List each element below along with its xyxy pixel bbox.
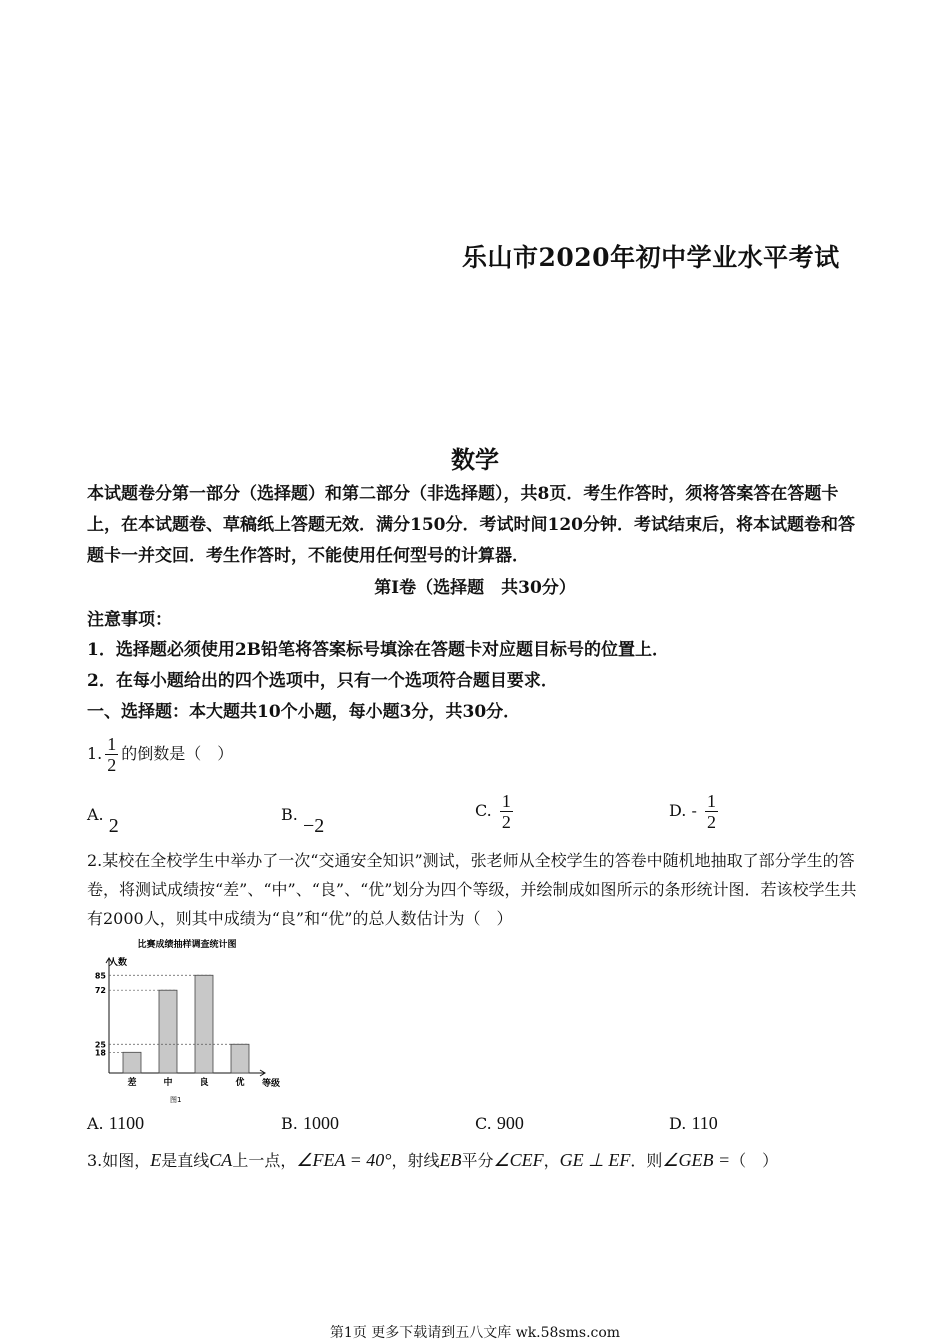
question-1-stem	[87, 734, 867, 775]
q1-option-c: C. $\frac{1}{2}$	[475, 791, 511, 832]
notes-title: 注意事项：	[87, 610, 172, 630]
page-footer: 第1页 更多下载请到五八文库 wk.58sms.com	[329, 1325, 621, 1341]
intro-paragraph: 本试题卷分第一部分（选择题）和第二部分（非选择题），共8页．考生作答时，须将答案答在答题卡上，在本试题卷、草稿纸上答题无效．满分150分．考试时间120分钟．考试结束后，将本试题卷和答题卡一并交回．考生作答时，不能使用任何型号的计算器．	[87, 484, 855, 566]
note-item: 1．选择题必须使用2B铅笔将答案标号填涂在答题卡对应题目标号的位置上．	[87, 640, 670, 660]
q1-option-d: D. - $\frac{1}{2}$	[669, 791, 716, 832]
bar	[159, 990, 177, 1073]
math-angle-cef: ∠CEF	[493, 1150, 544, 1170]
x-tick-label: 优	[235, 1078, 245, 1088]
bar	[231, 1044, 249, 1073]
x-tick-label: 中	[163, 1078, 173, 1088]
chart-title: 比赛成绩抽样调查统计图	[137, 940, 237, 950]
x-tick-label: 良	[199, 1078, 209, 1088]
x-axis-label: 等级	[262, 1079, 281, 1089]
chart-caption: 图1	[170, 1096, 182, 1104]
math-angle-fea: ∠FEA = 40°	[296, 1150, 392, 1170]
math-perpendicular: GE ⊥ EF	[559, 1150, 631, 1170]
bar	[195, 975, 213, 1073]
subject-heading: 数学	[451, 445, 499, 474]
fraction: $\frac{1}{2}$	[107, 734, 117, 775]
y-axis-label: 人数	[109, 958, 128, 968]
math-ca: CA	[209, 1150, 233, 1170]
bar-chart	[87, 936, 297, 1104]
y-tick-label: 18	[94, 1048, 106, 1058]
q1-option-b: B. −2	[281, 805, 325, 837]
question-2-stem: 2.某校在全校学生中举办了一次“交通安全知识”测试，张老师从全校学生的答卷中随机地抽取了部分学生的答卷，将测试成绩按“差”、“中”、“良”、“优”划分为四个等级，并绘制成如图所示的条形统计图．若该校学生共有2000人，则其中成绩为“良”和“优”的总人数估计为（ ）	[87, 851, 857, 928]
question-3-stem: 3.如图，E是直线CA上一点，∠FEA = 40°，射线EB平分∠CEF，GE ⊥ EF．则∠GEB =（ ）	[87, 1150, 779, 1170]
math-e: E	[150, 1150, 162, 1170]
note-item: 2．在每小题给出的四个选项中，只有一个选项符合题目要求．	[87, 671, 558, 691]
q1-option-a: A. 2	[87, 805, 119, 837]
math-angle-geb: ∠GEB =	[662, 1150, 731, 1170]
y-tick-label: 85	[94, 971, 106, 981]
math-eb: EB	[439, 1150, 462, 1170]
q2-option-d: D. 110	[669, 1113, 718, 1133]
q2-option-b: B. 1000	[281, 1113, 339, 1133]
part-heading: 一、选择题：本大题共10个小题，每小题3分，共30分．	[87, 702, 521, 722]
q2-option-c: C. 900	[475, 1113, 524, 1133]
exam-title: 乐山市2020年初中学业水平考试	[462, 243, 840, 272]
y-tick-label: 72	[94, 986, 106, 996]
x-tick-label: 差	[127, 1078, 137, 1088]
q2-option-a: A. 1100	[87, 1113, 145, 1133]
bar	[123, 1052, 141, 1073]
question-text: 的倒数是（ ）	[121, 744, 234, 763]
question-number: 1.	[87, 744, 103, 763]
section-heading: 第Ⅰ卷（选择题 共30分）	[374, 578, 576, 598]
y-tick-label: 25	[94, 1040, 106, 1050]
